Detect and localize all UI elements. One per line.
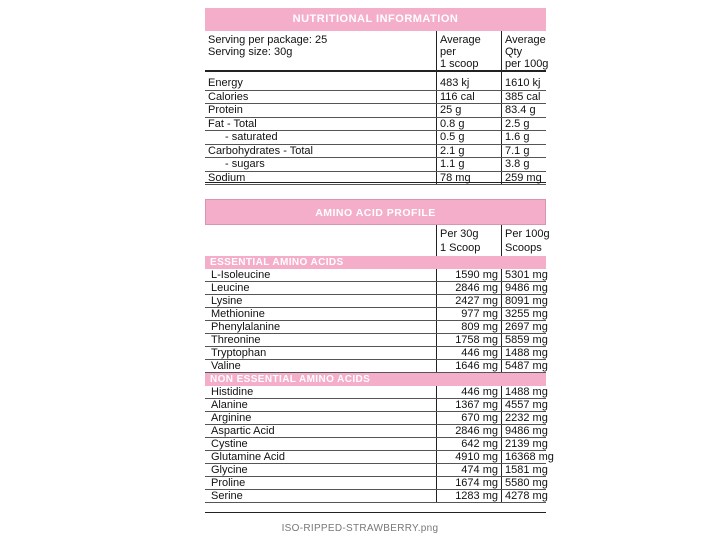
col-header-per-30g (437, 225, 502, 256)
row-value-serving: 446 mg (437, 347, 502, 360)
row-value-100g: 1488 mg (502, 347, 547, 360)
table-row (205, 321, 546, 334)
row-value-100g: 1.6 g (502, 131, 547, 145)
row-label: - sugars (205, 158, 437, 172)
row-label: Energy (205, 77, 437, 90)
row-value-serving: 116 cal (437, 90, 502, 104)
row-value-100g: 385 cal (502, 90, 547, 104)
row-value-serving: 1758 mg (437, 334, 502, 347)
row-label: Serine (205, 490, 437, 503)
non-essential-section-header (205, 373, 546, 387)
serving-info (205, 31, 437, 71)
col-header-line: per 100g (505, 58, 549, 70)
row-value-serving: 2427 mg (437, 295, 502, 308)
row-value-serving: 474 mg (437, 464, 502, 477)
row-value-100g: 4278 mg (502, 490, 547, 503)
row-value-serving: 2.1 g (437, 144, 502, 158)
col-header-line: Average (505, 34, 546, 46)
amino-header-blank (205, 225, 437, 256)
nutrition-rows (205, 77, 546, 185)
row-label: - saturated (205, 131, 437, 145)
row-label: Threonine (205, 334, 437, 347)
col-header-per-100g (502, 31, 547, 71)
row-value-serving: 1.1 g (437, 158, 502, 172)
table-row (205, 438, 546, 451)
row-value-100g: 83.4 g (502, 104, 547, 118)
col-header-line: 1 scoop (440, 58, 479, 70)
non-essential-rows (205, 386, 554, 503)
row-value-100g: 1488 mg (502, 386, 547, 399)
row-value-serving: 2846 mg (437, 282, 502, 295)
col-header-line: Scoops (505, 241, 542, 254)
row-value-100g: 3.8 g (502, 158, 547, 172)
row-value-100g: 7.1 g (502, 144, 547, 158)
col-header-line: 1 Scoop (440, 241, 481, 254)
col-header-line: Per 30g (440, 227, 479, 240)
essential-rows (205, 269, 546, 373)
row-value-serving: 1646 mg (437, 360, 502, 373)
table-row (205, 490, 546, 503)
table-row (205, 464, 546, 477)
row-value-serving: 446 mg (437, 386, 502, 399)
row-label: Methionine (205, 308, 437, 321)
row-value-100g: 5859 mg (502, 334, 547, 347)
row-label: Lysine (205, 295, 437, 308)
row-value-100g: 3255 mg (502, 308, 547, 321)
table-row (205, 171, 546, 185)
col-header-line: Average (440, 34, 481, 46)
row-label: Alanine (205, 399, 437, 412)
row-value-serving: 25 g (437, 104, 502, 118)
amino-header-row (205, 225, 546, 256)
table-row (205, 360, 546, 373)
row-value-100g: 9486 mg (502, 425, 547, 438)
amino-table (205, 225, 554, 503)
row-value-serving: 483 kj (437, 77, 502, 90)
row-value-100g: 2139 mg (502, 438, 547, 451)
row-label: L-Isoleucine (205, 269, 437, 282)
table-row (205, 158, 546, 172)
nutrition-table (205, 31, 549, 185)
row-label: Cystine (205, 438, 437, 451)
row-value-100g: 1610 kj (502, 77, 547, 90)
table-row (205, 269, 546, 282)
row-label: Arginine (205, 412, 437, 425)
table-row (205, 412, 546, 425)
table-row (205, 144, 546, 158)
row-value-100g: 2.5 g (502, 117, 547, 131)
row-label: Aspartic Acid (205, 425, 437, 438)
nutrition-header-row (205, 31, 546, 71)
row-value-100g: 2697 mg (502, 321, 547, 334)
table-row (205, 90, 546, 104)
table-row (205, 77, 546, 90)
row-value-100g: 8091 mg (502, 295, 547, 308)
table-row (205, 451, 546, 464)
col-header-line: Per 100g (505, 227, 550, 240)
row-label: Sodium (205, 171, 437, 185)
row-label: Phenylalanine (205, 321, 437, 334)
serving-per-package: Serving per package: 25 (208, 34, 328, 46)
table-row (205, 477, 546, 490)
row-value-100g: 16368 mg (502, 451, 547, 464)
row-value-serving: 809 mg (437, 321, 502, 334)
table-row (205, 425, 546, 438)
row-value-serving: 1367 mg (437, 399, 502, 412)
row-value-100g: 5487 mg (502, 360, 547, 373)
col-header-line: Qty (505, 46, 523, 58)
row-value-serving: 0.8 g (437, 117, 502, 131)
row-label: Calories (205, 90, 437, 104)
table-row (205, 295, 546, 308)
table-row (205, 308, 546, 321)
table-row (205, 347, 546, 360)
section-title: NON ESSENTIAL AMINO ACIDS (205, 373, 546, 387)
nutrition-panel (205, 8, 549, 184)
row-value-serving: 78 mg (437, 171, 502, 185)
row-value-serving: 4910 mg (437, 451, 502, 464)
table-row (205, 104, 546, 118)
row-value-serving: 670 mg (437, 412, 502, 425)
row-value-serving: 1674 mg (437, 477, 502, 490)
table-row (205, 334, 546, 347)
table-row (205, 117, 546, 131)
row-value-serving: 977 mg (437, 308, 502, 321)
row-value-100g: 1581 mg (502, 464, 547, 477)
col-header-per-scoop (437, 31, 502, 71)
col-header-per-100g (502, 225, 550, 256)
table-row (205, 386, 546, 399)
nutrition-title: NUTRITIONAL INFORMATION (205, 8, 546, 31)
row-value-serving: 1590 mg (437, 269, 502, 282)
serving-size: Serving size: 30g (208, 46, 293, 58)
table-row (205, 282, 546, 295)
row-label: Valine (205, 360, 437, 373)
row-value-serving: 2846 mg (437, 425, 502, 438)
row-label: Glycine (205, 464, 437, 477)
amino-title: AMINO ACID PROFILE (205, 199, 546, 225)
amino-panel (205, 199, 554, 513)
row-value-serving: 1283 mg (437, 490, 502, 503)
row-value-serving: 642 mg (437, 438, 502, 451)
row-label: Glutamine Acid (205, 451, 437, 464)
section-title: ESSENTIAL AMINO ACIDS (205, 256, 546, 269)
row-value-100g: 9486 mg (502, 282, 547, 295)
row-label: Carbohydrates - Total (205, 144, 437, 158)
table-row (205, 399, 546, 412)
row-value-100g: 5301 mg (502, 269, 547, 282)
col-header-line: per (440, 46, 456, 58)
row-label: Fat - Total (205, 117, 437, 131)
row-label: Proline (205, 477, 437, 490)
row-label: Tryptophan (205, 347, 437, 360)
essential-section-header (205, 256, 546, 269)
row-label: Protein (205, 104, 437, 118)
row-value-100g: 5580 mg (502, 477, 547, 490)
row-value-100g: 4557 mg (502, 399, 547, 412)
row-value-serving: 0.5 g (437, 131, 502, 145)
row-value-100g: 2232 mg (502, 412, 547, 425)
row-label: Leucine (205, 282, 437, 295)
row-value-100g: 259 mg (502, 171, 547, 185)
row-label: Histidine (205, 386, 437, 399)
image-caption: ISO-RIPPED-STRAWBERRY.png (281, 523, 439, 534)
table-row (205, 131, 546, 145)
